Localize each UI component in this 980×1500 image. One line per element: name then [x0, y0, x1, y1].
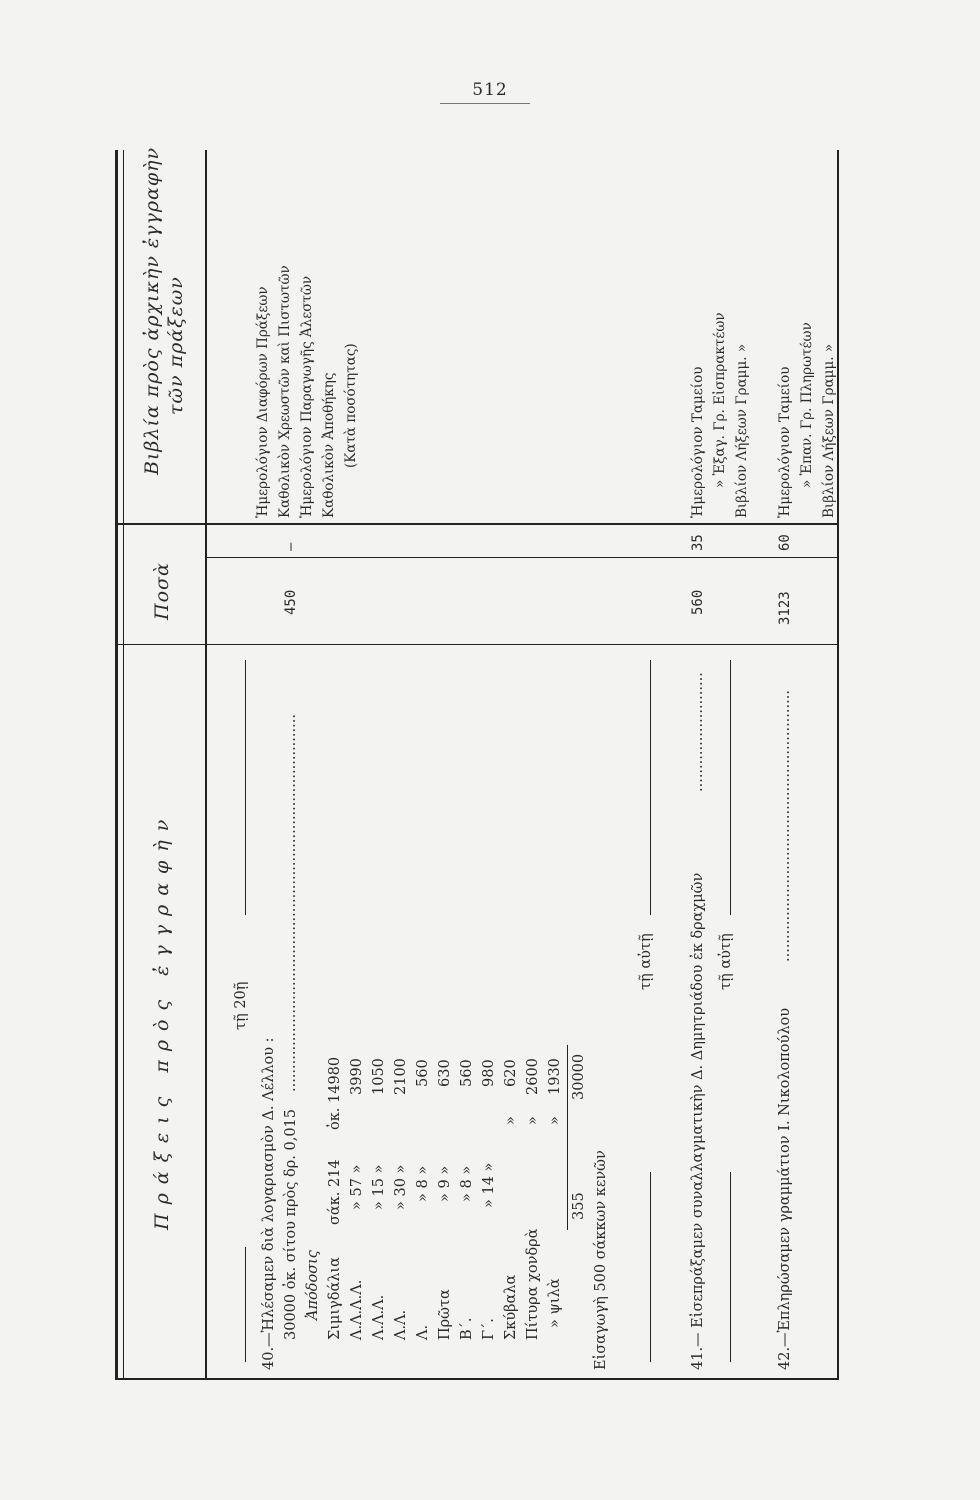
yield-kg: ὀκ. 14980: [327, 1056, 343, 1130]
import-note: Εἰσαγωγὴ 500 σάκκων κενῶν: [593, 1150, 609, 1370]
entry40-book: Καθολικὸν Χρεωστῶν καὶ Πιστωτῶν: [277, 265, 293, 518]
frame-top-thin: [123, 150, 124, 1380]
yield-bags: » 30 »: [393, 1164, 409, 1210]
col-sep-books: [115, 523, 839, 525]
yield-kg: 980: [481, 1059, 497, 1087]
header-books-line2: τῶν πράξεων: [165, 276, 187, 415]
yield-name: Σκύβαλα: [503, 1274, 519, 1340]
yield-kg: 2100: [393, 1058, 409, 1095]
yield-kg: 560: [459, 1059, 475, 1087]
entry42-date: τῇ αὐτῇ: [718, 933, 734, 990]
yield-kg: 630: [437, 1059, 453, 1087]
date-rule-left: [650, 1172, 651, 1362]
entry41-amount: 560: [690, 589, 706, 615]
yield-kg: 3990: [349, 1058, 365, 1095]
yield-kg: 1050: [371, 1058, 387, 1095]
yield-bags: » 57 »: [349, 1164, 365, 1210]
entry41-book: Ἡμερολόγιον Ταμείου: [690, 366, 706, 518]
entry41-book: » Ἐξαγ. Γρ. Εἰσπρακτέων: [712, 312, 728, 488]
totals-rule: [567, 1045, 568, 1230]
entry42-description: 42.—Ἐπληρώσαμεν γραμμάτιον Ι. Νικολοπούλου: [777, 1007, 793, 1370]
entry42-leader-dots: ...........................................................: [777, 690, 793, 962]
page-number-rule: [440, 103, 530, 104]
entry40-amount-decimals: —: [283, 542, 299, 551]
entry42-amount-decimals: 60: [777, 534, 793, 551]
yield-name: Γ΄.: [481, 1318, 497, 1340]
col-sep-amounts: [115, 644, 839, 645]
header-bottom-rule: [205, 150, 207, 1380]
entry40-leader-dots: ..................................................................................: [283, 714, 299, 1092]
frame-top-double: [115, 150, 118, 1380]
entry40-amount: 450: [283, 589, 299, 615]
date-rule-right: [650, 660, 651, 915]
entry41-amount-decimals: 35: [690, 534, 706, 551]
yield-kg: 2600: [525, 1058, 541, 1095]
header-amounts: Ποσὰ: [151, 562, 173, 620]
entry40-book: Ἡμερολόγιον Διαφόρων Πράξεων: [255, 286, 271, 518]
total-bags: 355: [571, 1192, 587, 1220]
yield-bags: » 14 »: [481, 1162, 497, 1208]
yield-name: Β΄.: [459, 1317, 475, 1340]
date-rule-right: [245, 660, 246, 915]
ledger-table: [115, 146, 855, 1380]
entry41-description: 41.— Εἰσεπράξαμεν συναλλαγματικὴν Δ. Δημητριάδου ἐκ δραχμῶν: [690, 872, 706, 1370]
yield-bags: » 8 »: [415, 1165, 431, 1202]
yield-bags: »: [547, 1116, 563, 1125]
entry42-book: Ἡμερολόγιον Ταμείου: [777, 366, 793, 518]
entry40-yields-title: Ἀπόδοσις: [305, 1250, 321, 1320]
yield-bags: »: [503, 1116, 519, 1125]
entry42-book: Βιβλίον Λήξεων Γραμμ. »: [821, 343, 837, 518]
yield-name: Λ.: [415, 1324, 431, 1340]
total-kg: 30000: [571, 1053, 587, 1100]
yield-name: Πρῶτα: [437, 1289, 453, 1340]
yield-name: Λ.Λ.: [393, 1309, 409, 1340]
entry41-date: τῇ αὐτῇ: [638, 933, 654, 990]
yield-bags: » 8 »: [459, 1165, 475, 1202]
yield-kg: 1930: [547, 1058, 563, 1095]
yield-kg: 560: [415, 1059, 431, 1087]
yield-name: Λ.Λ.Λ.Λ.: [349, 1279, 365, 1340]
header-transactions: Πράξεις πρὸς ἐγγραφὴν: [151, 810, 173, 1230]
yield-bags: »: [525, 1116, 541, 1125]
yield-name: Πίτυρα χονδρὰ: [525, 1228, 541, 1340]
header-books-line1: Βιβλία πρὸς ἀρχικὴν ἐγγραφὴν: [141, 146, 163, 475]
frame-bottom-rule: [837, 150, 839, 1380]
date-rule-right: [730, 660, 731, 915]
date-rule-left: [730, 1172, 731, 1362]
page-number: 512: [472, 80, 508, 100]
yield-name: » ψιλὰ: [547, 1278, 563, 1328]
yield-name: Λ.Λ.Λ.: [371, 1294, 387, 1340]
entry42-book: » Ἐπαν. Γρ. Πληρωτέων: [799, 322, 815, 488]
yield-bags: σάκ. 214: [327, 1159, 343, 1225]
yield-name: Σιμιγδάλια: [327, 1257, 343, 1340]
date-rule-left: [245, 1247, 246, 1362]
entry40-book: (Κατὰ ποσότητας): [343, 343, 359, 468]
yield-bags: » 9 »: [437, 1165, 453, 1202]
entry40-quantity: 30000 ὀκ. σίτου πρὸς δρ. 0,015: [283, 1108, 299, 1340]
entry41-book: Βιβλίον Λήξεων Γραμμ. »: [734, 343, 750, 518]
entry40-description: 40.—Ἠλέσαμεν διὰ λογαριασμὸν Δ. Λέλλου :: [261, 1037, 277, 1370]
entry40-book: Ἡμερολόγιον Παραγωγῆς Ἀλεστῶν: [299, 275, 315, 518]
entry40-book: Καθολικὸν Ἀποθήκης: [321, 372, 337, 518]
yield-kg: 620: [503, 1059, 519, 1087]
entry40-date: τῇ 20ῇ: [233, 981, 249, 1030]
entry41-leader-dots: ..........................: [690, 672, 706, 792]
entry42-amount: 3123: [777, 591, 793, 625]
col-sep-decimals: [207, 557, 839, 558]
frame-left-rule: [115, 1378, 839, 1380]
yield-bags: » 15 »: [371, 1164, 387, 1210]
